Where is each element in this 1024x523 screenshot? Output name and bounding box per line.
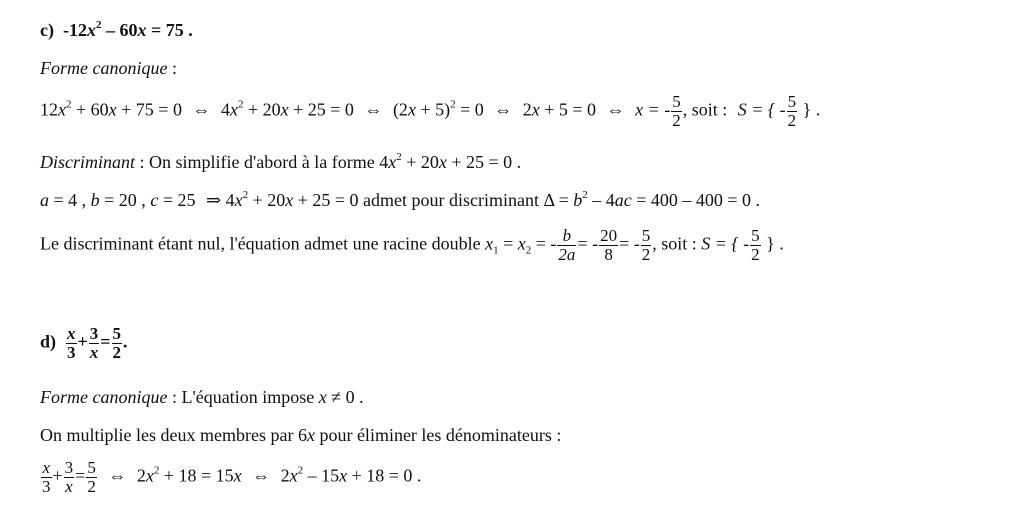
heading-d: d) $\frac{x}{3}$ + $\frac{3}{x}$ = $\frac{5}{2}$ . xyxy=(40,324,128,362)
fraction: $\frac{5}{2}$ xyxy=(751,226,760,264)
iff-symbol: ⇔ xyxy=(192,99,211,120)
final-equation-d: $\frac{x}{3}$ + $\frac{3}{x}$ = $\frac{5}{2}$ ⇔ $2x^2 + 18 = 15x$ ⇔ $2x^2 - 15x + 18 = 0$ . xyxy=(42,458,422,496)
fraction: $\frac{5}{2}$ xyxy=(112,324,122,362)
iff-symbol: ⇔ xyxy=(252,465,271,486)
multiply-line: On multiplie les deux membres par 6x pour éliminer les dénominateurs : xyxy=(40,425,562,445)
forme-canonique-d: Forme canonique : L'équation impose x ≠ 0 . xyxy=(40,387,364,407)
equation-chain-c: $12x^2 + 60x + 75 = 0$ ⇔ $4x^2 + 20x + 25 = 0$ ⇔ $(2x + 5)^2 = 0$ ⇔ 2x + 5 = 0 ⇔ x = - $\frac{5}{2}$ , soit : S = { - $\frac{5}{2}$ } . xyxy=(40,92,821,130)
fraction: $\frac{x}{3}$ xyxy=(42,458,51,496)
implies-symbol: ⇒ xyxy=(205,190,222,210)
fraction: $\frac{x}{3}$ xyxy=(67,324,76,362)
fraction: $\frac{5}{2}$ xyxy=(787,92,797,130)
heading-c: c) $-12x^2 - 60x = 75$ . xyxy=(40,19,193,40)
fraction: $\frac{3}{x}$ xyxy=(89,324,99,362)
label-d: d) xyxy=(40,331,57,352)
coefficients-line: a = 4 , b = 20 , c = 25 ⇒ $4x^2 + 20x + 25 = 0$ admet pour discriminant $\Delta = b^2 - 4ac = 400 - 400 = 0$ . xyxy=(40,189,761,210)
fraction: $\frac{5}{2}$ xyxy=(672,92,681,130)
discriminant-intro: Discriminant : On simplifie d'abord à la forme $4x^2 + 20x + 25 = 0$ . xyxy=(40,151,522,172)
label-c: c) xyxy=(40,20,54,40)
fraction: $\frac{3}{x}$ xyxy=(64,458,74,496)
iff-symbol: ⇔ xyxy=(606,99,625,120)
iff-symbol: ⇔ xyxy=(364,99,383,120)
iff-symbol: ⇔ xyxy=(494,99,513,120)
fraction: $\frac{20}{8}$ xyxy=(600,226,618,264)
iff-symbol: ⇔ xyxy=(108,465,127,486)
forme-canonique-c: Forme canonique : xyxy=(40,58,177,78)
fraction: $\frac{5}{2}$ xyxy=(87,458,96,496)
fraction: $\frac{5}{2}$ xyxy=(641,226,651,264)
fraction: $\frac{b}{2a}$ xyxy=(558,226,576,264)
double-root-line: Le discriminant étant nul, l'équation admet une racine double $x_1 = x_2$ = - $\frac{b}{2a}$ = - $\frac{20}{8}$ = - $\frac{5}{2}$ , soit : S = { - $\frac{5}{2}$ } . xyxy=(40,226,784,264)
